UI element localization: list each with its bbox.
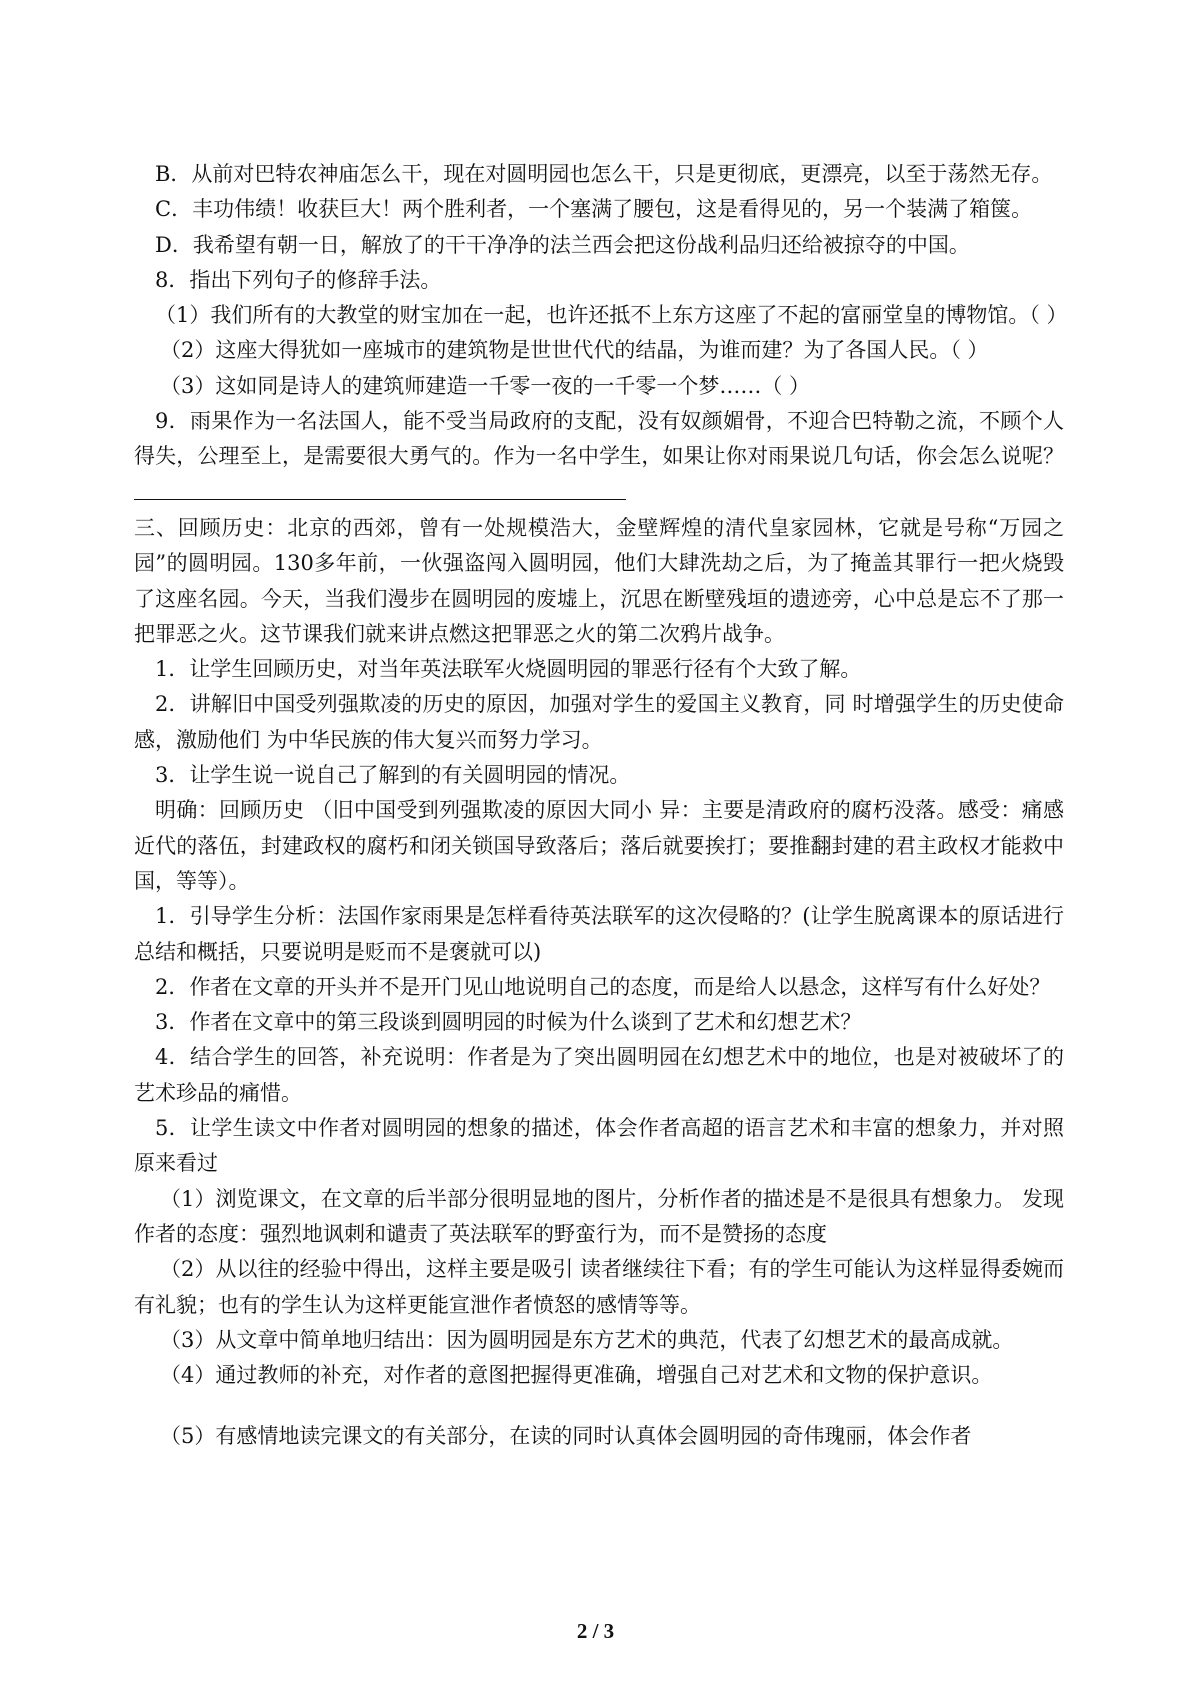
paragraph-text: 1．让学生回顾历史，对当年英法联军火烧圆明园的罪恶行径有个大致了解。: [155, 657, 862, 682]
paragraph-text: 2．作者在文章的开头并不是开门见山地说明自己的态度，而是给人以悬念，这样写有什么好处？: [155, 974, 1051, 999]
paragraph: [134, 192, 1064, 227]
paragraph-text: （3）这如同是诗人的建筑师建造一千零一夜的一千零一个梦……（ ）: [160, 373, 811, 398]
paragraph: [134, 228, 1064, 263]
paragraph-text: 明确：回顾历史 （旧中国受到列强欺凌的原因大同小 异：主要是清政府的腐朽没落。感受：痛感近代的落伍，封建政权的腐朽和闭关锁国导致落后；落后就要挨打；要推翻封建的君主政权才能救中国，等等）。: [134, 798, 1064, 893]
paragraph-text: B．从前对巴特农神庙怎么干，现在对圆明园也怎么干，只是更彻底，更漂亮，以至于荡然无存。: [155, 162, 1053, 186]
paragraph-text: 3．作者在文章中的第三段谈到圆明园的时候为什么谈到了艺术和幻想艺术？: [155, 1010, 862, 1035]
paragraph: [134, 369, 1064, 404]
paragraph: [134, 1182, 1064, 1253]
paragraph: [134, 404, 1064, 511]
paragraph-text: （1）浏览课文，在文章的后半部分很明显地的图片，分析作者的描述是不是很具有想象力。 发现作者的态度：强烈地讽刺和谴责了英法联军的野蛮行为，而不是赞扬的态度: [134, 1186, 1064, 1246]
paragraph-text: （5）有感情地读完课文的有关部分，在读的同时认真体会圆明园的奇伟瑰丽，体会作者: [160, 1424, 972, 1449]
paragraph-text: 9．雨果作为一名法国人，能不受当局政府的支配，没有奴颜媚骨，不迎合巴特勒之流，不顾个人得失，公理至上，是需要很大勇气的。作为一名中学生，如果让你对雨果说几句话，你会怎么说呢？: [134, 409, 1064, 469]
paragraph: [134, 333, 1064, 368]
paragraph-text: （4）通过教师的补充，对作者的意图把握得更准确，增强自己对艺术和文物的保护意识。: [160, 1363, 993, 1388]
paragraph: [134, 157, 1064, 192]
page-number: 2 / 3: [576, 1619, 615, 1643]
paragraph-text: 4．结合学生的回答，补充说明：作者是为了突出圆明园在幻想艺术中的地位，也是对被破坏了的艺术珍品的痛惜。: [134, 1045, 1064, 1105]
paragraph: [134, 758, 1064, 793]
paragraph: [134, 1419, 1064, 1454]
paragraph-text: D．我希望有朝一日，解放了的干干净净的法兰西会把这份战利品归还给被掠夺的中国。: [155, 232, 970, 257]
paragraph-text: （2）从以往的经验中得出，这样主要是吸引 读者继续往下看；有的学生可能认为这样显得委婉而有礼貌；也有的学生认为这样更能宣泄作者愤怒的感情等等。: [134, 1257, 1064, 1317]
paragraph: [134, 263, 1064, 298]
paragraph-text: 1．引导学生分析：法国作家雨果是怎样看待英法联军的这次侵略的？(让学生脱离课本的原话进行总结和概括，只要说明是贬而不是褒就可以): [134, 904, 1064, 964]
paragraph-text: C．丰功伟绩！收获巨大！两个胜利者，一个塞满了腰包，这是看得见的，另一个装满了箱箧。: [155, 197, 1033, 222]
paragraph: [134, 899, 1064, 970]
paragraph-text: 三、回顾历史：北京的西郊，曾有一处规模浩大，金壁辉煌的清代皇家园林，它就是号称“万园之园”的圆明园。130多年前，一伙强盗闯入圆明园，他们大肆洗劫之后，为了掩盖其罪行一把火烧毁了这座名园。今天，当我们漫步在圆明园的废墟上，沉思在断壁残垣的遗迹旁，心中总是忘不了那一把罪恶之火。这节课我们就来讲点燃这把罪恶之火的第二次鸦片战争。: [134, 515, 1064, 646]
paragraph: [134, 1358, 1064, 1393]
paragraph: [134, 1040, 1064, 1111]
paragraph: [134, 511, 1064, 652]
paragraph: [134, 793, 1064, 899]
paragraph-text: （3）从文章中简单地归结出：因为圆明园是东方艺术的典范，代表了幻想艺术的最高成就。: [160, 1327, 1014, 1352]
paragraph: [134, 1005, 1064, 1040]
paragraph: [134, 970, 1064, 1005]
answer-blank[interactable]: [134, 475, 626, 500]
paragraph-text: 8．指出下列句子的修辞手法。: [155, 267, 442, 292]
paragraph: [134, 687, 1064, 758]
document-body: [134, 157, 1068, 1455]
paragraph: [134, 1111, 1064, 1182]
paragraph-text: （2）这座大得犹如一座城市的建筑物是世世代代的结晶，为谁而建？为了各国人民。（ ）: [160, 338, 989, 363]
paragraph-text: 2．讲解旧中国受列强欺凌的历史的原因，加强对学生的爱国主义教育，同 时增强学生的历史使命感，激励他们 为中华民族的伟大复兴而努力学习。: [134, 692, 1064, 752]
paragraph: [134, 298, 1068, 333]
paragraph: [134, 652, 1064, 687]
paragraph: [134, 1323, 1064, 1358]
paragraph: [134, 1252, 1064, 1323]
paragraph-gap: [134, 1393, 1064, 1419]
paragraph-text: 5．让学生读文中作者对圆明园的想象的描述，体会作者高超的语言艺术和丰富的想象力，并对照原来看过: [134, 1116, 1064, 1176]
paragraph-text: （1）我们所有的大教堂的财宝加在一起，也许还抵不上东方这座了不起的富丽堂皇的博物馆。（ ）: [155, 303, 1068, 328]
paragraph-text: 3．让学生说一说自己了解到的有关圆明园的情况。: [155, 763, 631, 788]
